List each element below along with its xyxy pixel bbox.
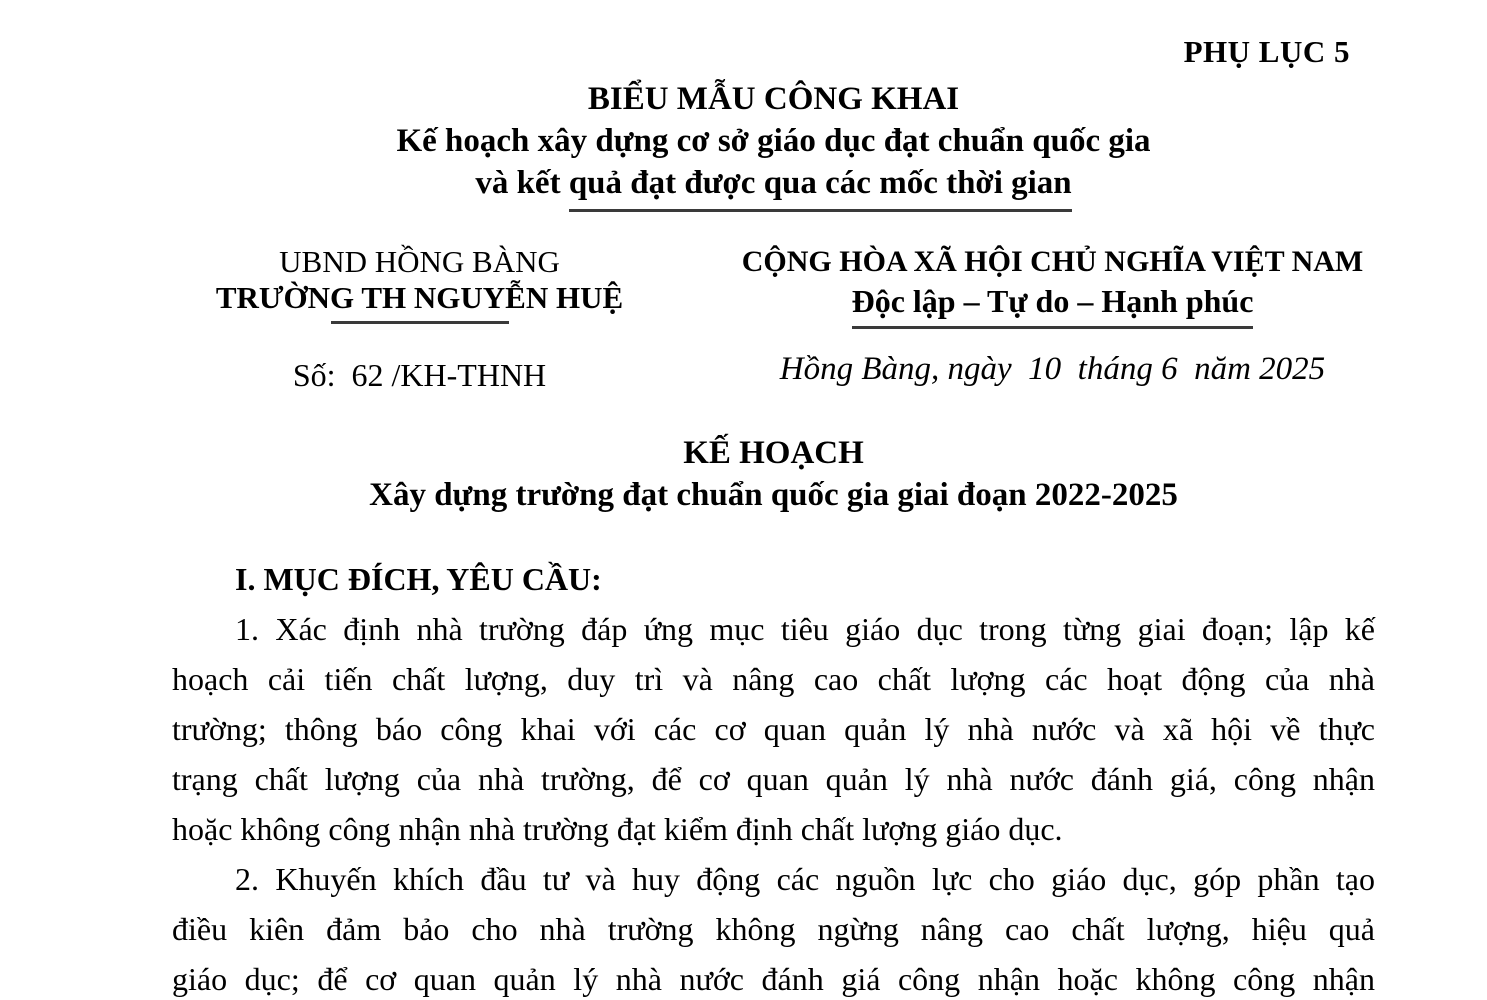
doc-title-line-1: BIỂU MẪU CÔNG KHAI: [587, 81, 960, 117]
section-heading: I. MỤC ĐÍCH, YÊU CẦU:: [235, 561, 602, 597]
plan-title-line-2: Xây dựng trường đạt chuẩn quốc gia giai đoạn 2022-2025: [369, 477, 1178, 513]
text-line: 1. Xác định nhà trường đáp ứng mục tiêu giáo dục trong từng giai đoạn; lập kế: [235, 611, 1375, 647]
issuer-divider-rule: [331, 321, 509, 324]
national-header: CỘNG HÒA XÃ HỘI CHỦ NGHĨA VIỆT NAM: [741, 245, 1364, 278]
doc-title-line-3: [172, 162, 1375, 204]
text-line: hoặc không công nhận nhà trường đạt kiểm định chất lượng giáo dục.: [172, 811, 1063, 847]
issuer-school: TRƯỜNG TH NGUYỄN HUỆ: [215, 280, 624, 315]
text-line: trường; thông báo công khai với các cơ quan quản lý nhà nước và xã hội về thực: [172, 711, 1375, 747]
place-date-line: Hồng Bàng, ngày 10 tháng 6 năm 2025: [779, 351, 1326, 387]
text-line: giáo dục; để cơ quan quản lý nhà nước đánh giá công nhận hoặc không công nhận: [172, 961, 1375, 997]
text-line: điều kiên đảm bảo cho nhà trường không ngừng nâng cao chất lượng, hiệu quả: [172, 911, 1375, 947]
issuer-authority: UBND HỒNG BÀNG: [279, 244, 560, 279]
issuer-block: [172, 244, 667, 394]
national-motto: [730, 283, 1375, 319]
text-line: trạng chất lượng của nhà trường, để cơ quan quản lý nhà nước đánh giá, công nhận: [172, 761, 1375, 797]
plan-title: [172, 432, 1375, 516]
doc-title-line-3-prefix: và kết: [475, 165, 569, 201]
plan-title-line-1: KẾ HOẠCH: [683, 435, 864, 471]
text-line: hoạch cải tiến chất lượng, duy trì và nâng cao chất lượng các hoạt động của nhà: [172, 661, 1375, 697]
text-line: 2. Khuyến khích đầu tư và huy động các nguồn lực cho giáo dục, góp phần tạo: [235, 861, 1375, 897]
national-block: [730, 244, 1375, 389]
doc-title-line-2: Kế hoạch xây dựng cơ sở giáo dục đạt chuẩn quốc gia: [396, 123, 1151, 159]
national-motto-text: Độc lập – Tự do – Hạnh phúc: [852, 283, 1254, 329]
doc-title: [172, 78, 1375, 204]
doc-number: Số: 62 /KH-THNH: [292, 357, 547, 393]
body-text: [172, 604, 1375, 1000]
header-row: [172, 244, 1375, 394]
appendix-label: PHỤ LỤC 5: [1183, 34, 1350, 69]
doc-title-underlined-segment: quả đạt được qua các mốc thời gian: [569, 162, 1072, 212]
